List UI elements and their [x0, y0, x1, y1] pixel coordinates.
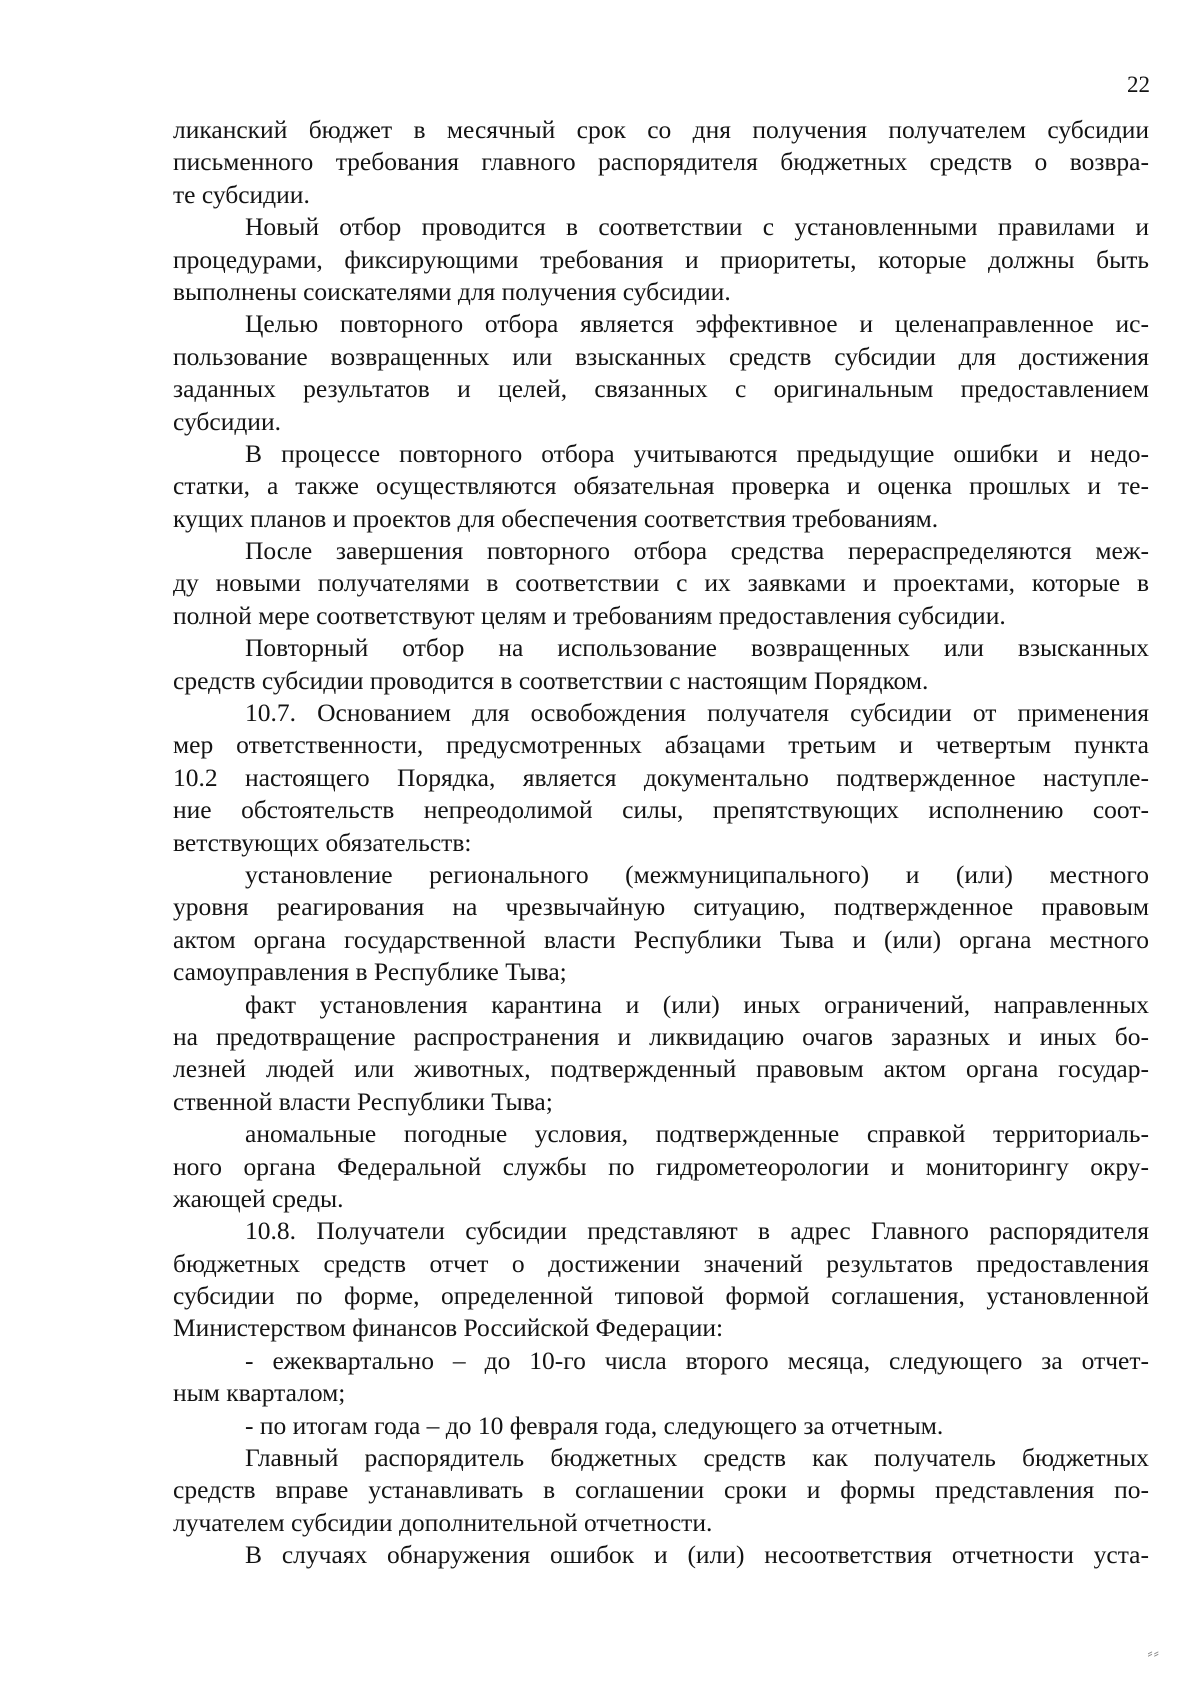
text-line: Целью повторного отбора является эффективное и целенаправленное ис- [245, 309, 1149, 339]
text-line: 10.8. Получатели субсидии представляют в адрес Главного распорядителя [245, 1216, 1149, 1246]
text-line: ного органа Федеральной службы по гидрометеорологии и мониторингу окру- [173, 1151, 1149, 1181]
text-line: жающей среды. [173, 1183, 344, 1213]
text-line: установление регионального (межмуниципального) и (или) местного [245, 859, 1149, 889]
text-line: мер ответственности, предусмотренных абзацами третьим и четвертым пункта [173, 730, 1149, 760]
text-line: - ежеквартально – до 10-го числа второго месяца, следующего за отчет- [245, 1345, 1149, 1375]
text-line: ным кварталом; [173, 1378, 346, 1408]
text-line: Новый отбор проводится в соответствии с установленными правилами и [245, 212, 1149, 242]
text-line: ние обстоятельств непреодолимой силы, препятствующих исполнению соот- [173, 795, 1149, 825]
text-line: субсидии. [173, 406, 281, 436]
text-line: заданных результатов и целей, связанных с оригинальным предоставлением [173, 374, 1149, 404]
text-line: статки, а также осуществляются обязательная проверка и оценка прошлых и те- [173, 471, 1149, 501]
text-line: Министерством финансов Российской Федерации: [173, 1313, 724, 1343]
text-line: факт установления карантина и (или) иных ограничений, направленных [245, 989, 1149, 1019]
text-line: полной мере соответствуют целям и требованиям предоставления субсидии. [173, 600, 1006, 630]
text-line: лезней людей или животных, подтвержденный правовым актом органа государ- [173, 1054, 1149, 1084]
document-body [173, 114, 1149, 1572]
text-line: 10.2 настоящего Порядка, является документально подтвержденное наступле- [173, 762, 1149, 792]
text-line: письменного требования главного распорядителя бюджетных средств о возвра- [173, 147, 1149, 177]
text-line: средств субсидии проводится в соответствии с настоящим Порядком. [173, 665, 929, 695]
text-line: ду новыми получателями в соответствии с их заявками и проектами, которые в [173, 568, 1149, 598]
text-line: процедурами, фиксирующими требования и приоритеты, которые должны быть [173, 244, 1149, 274]
text-line: кущих планов и проектов для обеспечения соответствия требованиям. [173, 503, 939, 533]
text-line: ственной власти Республики Тыва; [173, 1086, 553, 1116]
text-line: средств вправе устанавливать в соглашении сроки и формы представления по- [173, 1475, 1149, 1505]
text-line: лучателем субсидии дополнительной отчетности. [173, 1507, 713, 1537]
scan-mark-icon: ⸗⸗ [1147, 1645, 1160, 1662]
text-line: В случаях обнаружения ошибок и (или) несоответствия отчетности уста- [245, 1540, 1149, 1570]
text-line: субсидии по форме, определенной типовой формой соглашения, установленной [173, 1281, 1149, 1311]
text-line: В процессе повторного отбора учитываются предыдущие ошибки и недо- [245, 438, 1149, 468]
text-line: те субсидии. [173, 179, 310, 209]
text-line: После завершения повторного отбора средства перераспределяются меж- [245, 536, 1149, 566]
text-line: Повторный отбор на использование возвращенных или взысканных [245, 633, 1149, 663]
text-line: - по итогам года – до 10 февраля года, следующего за отчетным. [245, 1410, 944, 1440]
text-line: ветствующих обязательств: [173, 827, 472, 857]
text-line: уровня реагирования на чрезвычайную ситуацию, подтвержденное правовым [173, 892, 1149, 922]
text-line: актом органа государственной власти Республики Тыва и (или) органа местного [173, 924, 1149, 954]
text-line: выполнены соискателями для получения субсидии. [173, 276, 731, 306]
text-line: 10.7. Основанием для освобождения получателя субсидии от применения [245, 698, 1149, 728]
text-line: Главный распорядитель бюджетных средств как получатель бюджетных [245, 1443, 1149, 1473]
text-line: на предотвращение распространения и ликвидацию очагов заразных и иных бо- [173, 1021, 1149, 1051]
text-line: самоуправления в Республике Тыва; [173, 957, 567, 987]
text-line: пользование возвращенных или взысканных средств субсидии для достижения [173, 341, 1149, 371]
text-line: бюджетных средств отчет о достижении значений результатов предоставления [173, 1248, 1149, 1278]
page-number: 22 [1127, 72, 1150, 97]
text-line: аномальные погодные условия, подтвержденные справкой территориаль- [245, 1119, 1149, 1149]
text-line: ликанский бюджет в месячный срок со дня получения получателем субсидии [173, 115, 1149, 144]
